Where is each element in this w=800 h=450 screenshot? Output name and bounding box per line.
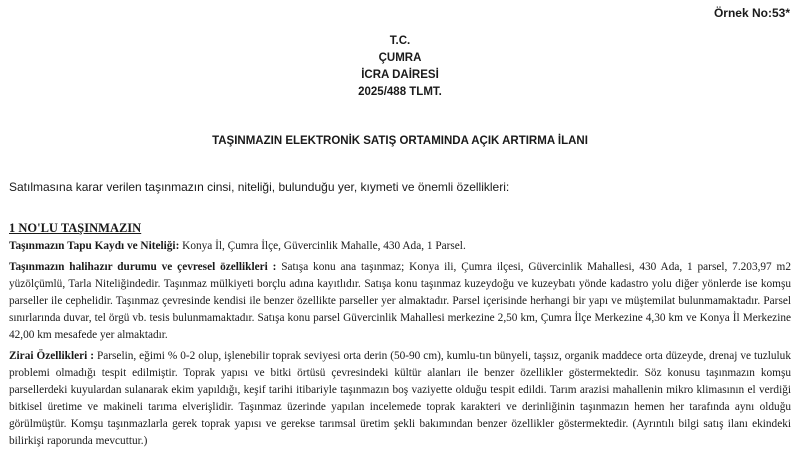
announcement-title: TAŞINMAZIN ELEKTRONİK SATIŞ ORTAMINDA AÇIK ARTIRMA İLANI: [212, 135, 588, 147]
header-line-district: ÇUMRA: [378, 52, 422, 64]
agricultural-label: Zirai Özellikleri :: [9, 350, 94, 362]
header-line-office: İCRA DAİRESİ: [361, 69, 439, 81]
deed-text: Konya İl, Çumra İlçe, Güvercinlik Mahalle, 430 Ada, 1 Parsel.: [179, 240, 466, 252]
agricultural-paragraph: [9, 348, 791, 450]
header-line-file-number: 2025/488 TLMT.: [358, 86, 442, 98]
header-line-tc: T.C.: [389, 35, 411, 47]
example-number: Örnek No:53*: [713, 6, 790, 20]
condition-label: Taşınmazın halihazır durumu ve çevresel özellikleri :: [9, 261, 277, 273]
deed-paragraph: [9, 238, 791, 255]
intro-text: Satılmasına karar verilen taşınmazın cinsi, niteliği, bulunduğu yer, kıymeti ve önemli özellikleri:: [9, 180, 510, 194]
deed-label: Taşınmazın Tapu Kaydı ve Niteliği:: [9, 240, 180, 252]
court-header: [0, 33, 800, 101]
agricultural-text: Parselin, eğimi % 0-2 olup, işlenebilir toprak seviyesi orta derin (50-90 cm), kumlu-tın bünyeli, taşsız, organik maddece orta düzeyde, drenaj ve tuzluluk problemi olmadığı tespit edilmiştir. Toprak yapısı ve bitki örtüsü çevresindeki kültür alanları ile benzer özellikler göstermektedir. Söz konusu taşınmazın komşu parsellerdeki kuyulardan sulanarak ekim yapıldığı, keşif tarihi itibariyle taşınmazın boş vaziyette olduğu tespit edildi. Tarım arazisi mahallenin mikro klimasının el verdiği bitkisel üretime ve makineli tarıma elverişlidir. Taşınmaz üzerinde yapılan incelemede toprak karakteri ve derinliğinin taşınmazın hemen her tarafında aynı olduğu görülmüştür. Komşu taşınmazlarla gerek toprak yapısı ve gerekse tarımsal üretim şekli bakımından benzer özellikler göstermektedir. (Ayrıntılı bilgi satış ilanı ekindeki bilirkişi raporunda mevcuttur.): [9, 350, 791, 447]
condition-text: Satışa konu ana taşınmaz; Konya ili, Çumra ilçesi, Güvercinlik Mahallesi, 430 Ada, 1 parsel, 7.203,97 m2 yüzölçümlü, Tarla Niteliğindedir. Taşınmaz mülkiyeti borçlu adına kayıtlıdır. Satışa konu taşınmaz kuzeydoğu ve kuzeybatı yönde kadastro yolu diğer yönlerde ise komşu parseller ile cephelidir. Taşınmaz çevresinde kendisi ile benzer özellikte parseller yer almaktadır. Parsel içerisinde herhangi bir yapı ve müştemilat bulunmamaktadır. Parsel sınırlarında duvar, tel örgü vb. tesis bulunmamaktadır. Satışa konu parsel Güvercinlik Mahallesi merkezine 2,50 km, Çumra İlçe Merkezine 4,30 km ve Konya İl Merkezine 42,00 km mesafede yer almaktadır.: [9, 261, 791, 341]
condition-paragraph: [9, 259, 791, 344]
property-heading: 1 NO'LU TAŞINMAZIN: [9, 221, 142, 235]
